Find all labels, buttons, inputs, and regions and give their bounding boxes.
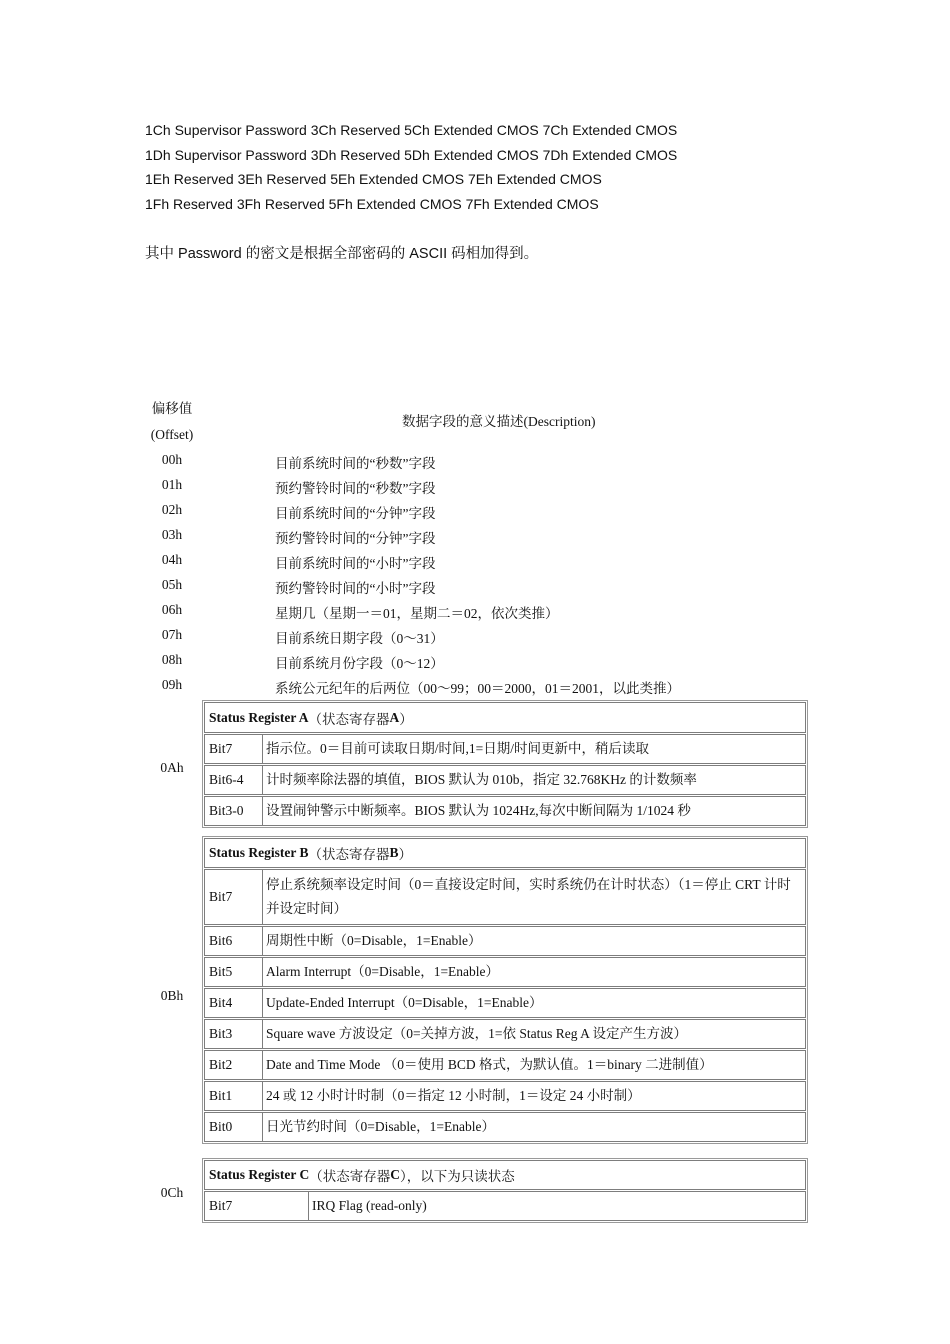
- bit-description: 周期性中断（0=Disable，1=Enable）: [266, 933, 482, 948]
- bit-cell: Bit3-0: [205, 797, 263, 825]
- bit-description: Square wave 方波设定（0=关掉方波，1=依 Status Reg A 设定产生方波）: [266, 1026, 687, 1041]
- bit-cell: Bit6-4: [205, 766, 263, 794]
- offset-cell: 06h: [161, 602, 183, 617]
- bit-cell: Bit4: [205, 989, 263, 1017]
- intro-line: 1Eh Reserved 3Eh Reserved 5Eh Extended CMOS 7Eh Extended CMOS: [145, 171, 602, 188]
- bit-cell: Bit6: [205, 927, 263, 955]
- intro-block: [145, 118, 845, 217]
- register-title-row: [204, 1160, 806, 1190]
- bit-cell: Bit7: [205, 735, 263, 763]
- bit-cell: Bit3: [205, 1020, 263, 1048]
- register-title-end: ）: [399, 711, 413, 727]
- register-title-letter: A: [389, 709, 400, 725]
- offset-cell: 04h: [161, 552, 183, 567]
- description-column-header: 数据字段的意义描述(Description): [402, 414, 596, 429]
- description-cell: 星期几（星期一＝01，星期二＝02，依次类推）: [275, 606, 559, 621]
- offset-cell: 0Ah: [160, 760, 184, 775]
- offset-cell: 05h: [161, 577, 183, 592]
- offset-header-line1: 偏移值: [151, 401, 193, 416]
- intro-line: 1Dh Supervisor Password 3Dh Reserved 5Dh Extended CMOS 7Dh Extended CMOS: [145, 146, 678, 163]
- password-note: 其中 Password 的密文是根据全部密码的 ASCII 码相加得到。: [145, 246, 539, 262]
- bit-description: 计时频率除法器的填值，BIOS 默认为 010b，指定 32.768KHz 的计数频率: [266, 772, 697, 787]
- bit-cell: Bit7: [205, 1192, 309, 1220]
- description-cell: 目前系统时间的“秒数”字段: [275, 456, 436, 471]
- bit-description: Alarm Interrupt（0=Disable，1=Enable）: [266, 964, 500, 979]
- bit-row: [204, 1019, 806, 1049]
- register-title: Status Register B: [209, 845, 309, 860]
- register-title: Status Register C: [209, 1167, 310, 1182]
- description-cell: 预约警铃时间的“秒数”字段: [275, 481, 436, 496]
- bit-cell: Bit2: [205, 1051, 263, 1079]
- register-title-row: [204, 838, 806, 868]
- bit-description: 指示位。0＝目前可读取日期/时间,1=日期/时间更新中，稍后读取: [266, 741, 649, 756]
- description-cell: 预约警铃时间的“分钟”字段: [275, 531, 436, 546]
- bit-cell: Bit7: [205, 870, 263, 924]
- bit-row: [204, 1191, 806, 1221]
- description-cell: 系统公元纪年的后两位（00～99；00＝2000，01＝2001，以此类推）: [275, 681, 680, 696]
- offset-cell: 03h: [161, 527, 183, 542]
- bit-cell: Bit0: [205, 1113, 263, 1141]
- bit-row: [204, 1112, 806, 1142]
- bit-row: [204, 988, 806, 1018]
- offset-cell: 09h: [161, 677, 183, 692]
- description-cell: 目前系统时间的“分钟”字段: [275, 506, 436, 521]
- bit-row: [204, 869, 806, 925]
- register-title-letter: B: [389, 845, 399, 860]
- bit-row: [204, 765, 806, 795]
- offset-cell: 08h: [161, 652, 183, 667]
- status-register-b-table: [202, 836, 808, 1144]
- bit-description: Date and Time Mode （0＝使用 BCD 格式，为默认值。1＝binary 二进制值）: [266, 1057, 713, 1072]
- intro-line: 1Fh Reserved 3Fh Reserved 5Fh Extended CMOS 7Fh Extended CMOS: [145, 196, 599, 213]
- register-title-end: ），以下为只读状态: [400, 1169, 515, 1184]
- offset-cell: 01h: [161, 477, 183, 492]
- bit-description: Update-Ended Interrupt（0=Disable，1=Enable）: [266, 995, 543, 1010]
- register-title: Status Register A: [209, 709, 309, 725]
- description-cell: 目前系统日期字段（0～31）: [275, 631, 444, 646]
- register-title-row: [204, 702, 806, 733]
- offset-cell: 02h: [161, 502, 183, 517]
- bit-description: 设置闹钟警示中断频率。BIOS 默认为 1024Hz,每次中断间隔为 1/1024 秒: [266, 803, 691, 818]
- offset-cell: 0Bh: [160, 988, 184, 1003]
- bit-row: [204, 1050, 806, 1080]
- bit-description: 日光节约时间（0=Disable，1=Enable）: [266, 1119, 495, 1134]
- register-title-cn: （状态寄存器: [308, 847, 390, 862]
- description-cell: 预约警铃时间的“小时”字段: [275, 581, 436, 596]
- offset-cell: 07h: [161, 627, 183, 642]
- bit-cell: Bit5: [205, 958, 263, 986]
- bit-row: [204, 957, 806, 987]
- register-title-cn: （状态寄存器: [308, 711, 390, 727]
- register-title-letter: C: [390, 1167, 400, 1182]
- intro-line: 1Ch Supervisor Password 3Ch Reserved 5Ch Extended CMOS 7Ch Extended CMOS: [145, 122, 678, 138]
- status-register-c-table: [202, 1158, 808, 1223]
- offset-column-header: [148, 396, 196, 448]
- offset-header-line2: (Offset): [150, 427, 194, 442]
- bit-description: 24 或 12 小时计时制（0＝指定 12 小时制，1＝设定 24 小时制）: [266, 1088, 641, 1103]
- description-cell: 目前系统时间的“小时”字段: [275, 556, 436, 571]
- status-register-a-table: [202, 700, 808, 828]
- offset-cell: 0Ch: [160, 1185, 184, 1200]
- bit-description: IRQ Flag (read-only): [312, 1198, 427, 1213]
- bit-description: 停止系统频率设定时间（0＝直接设定时间，实时系统仍在计时状态）（1＝停止 CRT 计时并设定时间）: [266, 877, 791, 916]
- bit-row: [204, 796, 806, 826]
- bit-cell: Bit1: [205, 1082, 263, 1110]
- bit-row: [204, 1081, 806, 1111]
- bit-row: [204, 926, 806, 956]
- description-cell: 目前系统月份字段（0～12）: [275, 656, 444, 671]
- register-title-cn: （状态寄存器: [309, 1169, 391, 1184]
- offset-cell: 00h: [161, 452, 183, 467]
- bit-row: [204, 734, 806, 764]
- register-title-end: ）: [398, 847, 413, 862]
